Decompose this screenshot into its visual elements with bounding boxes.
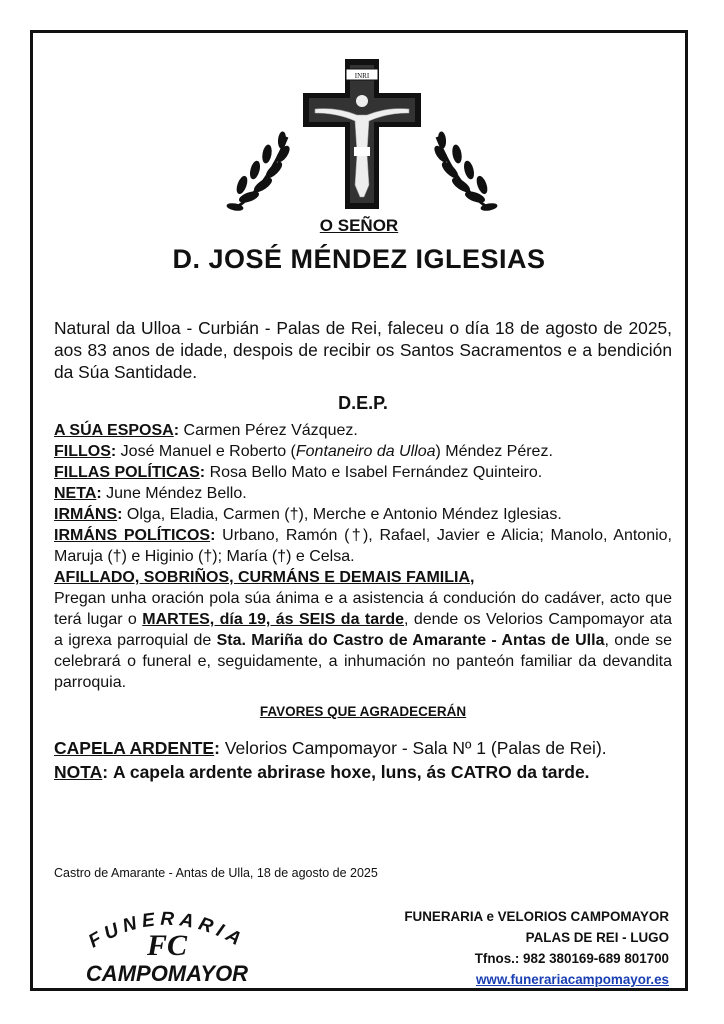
nota-line: NOTA: A capela ardente abrirase hoxe, luns, ás CATRO da tarde.	[54, 762, 590, 782]
request-when: MARTES, día 19, ás SEIS da tarde	[142, 611, 404, 628]
neta-label: NETA	[54, 485, 97, 502]
capela-value: Velorios Campomayor - Sala Nº 1 (Palas de Rei).	[224, 738, 607, 758]
obituary-frame	[30, 30, 688, 991]
family-fillas: FILLAS POLÍTICAS: Rosa Bello Mato e Isabel Fernández Quinteiro.	[54, 464, 543, 481]
irmans-pol-label: IRMÁNS POLÍTICOS	[54, 527, 211, 544]
company-location: PALAS DE REI - LUGO	[525, 930, 669, 945]
esposa-label: A SÚA ESPOSA	[54, 422, 174, 439]
family-fillos: FILLOS: José Manuel e Roberto (Fontaneiro da Ulloa) Méndez Pérez.	[54, 443, 553, 460]
dep-text: D.E.P.	[338, 393, 388, 413]
neta-value: June Méndez Bello.	[106, 485, 247, 502]
crucifix-icon	[197, 57, 527, 227]
fillas-label: FILLAS POLÍTICAS	[54, 464, 200, 481]
request-church: Sta. Mariña do Castro de Amarante - Antas de Ulla	[216, 632, 605, 649]
nota-label: NOTA	[54, 762, 103, 782]
company-phones: Tfnos.: 982 380169-689 801700	[474, 951, 669, 966]
afillado-label: AFILLADO, SOBRIÑOS, CURMÁNS E DEMAIS FAMILIA	[54, 569, 470, 586]
deceased-name: D. JOSÉ MÉNDEZ IGLESIAS	[172, 244, 546, 274]
logo-monogram: FC	[146, 929, 188, 962]
request-part1: Pregan unha oración pola súa ánima e a asistencia á condución do cadáver, acto que terá lugar o	[54, 590, 672, 628]
fillas-value: Rosa Bello Mato e Isabel Fernández Quinteiro.	[209, 464, 543, 481]
logo-name: CAMPOMAYOR	[85, 961, 249, 985]
family-irmans-politicos: IRMÁNS POLÍTICOS: Urbano, Ramón (†), Rafael, Javier e Alicia; Manolo, Antonio, Maruja (†) e Higinio (†); María (†) e Celsa.	[54, 527, 672, 565]
fillos-value-italic: Fontaneiro da Ulloa	[295, 443, 436, 460]
irmans-label: IRMÁNS	[54, 506, 118, 523]
irmans-value: Olga, Eladia, Carmen (†), Merche e Antonio Méndez Iglesias.	[126, 506, 562, 523]
right-laurel-icon	[433, 132, 498, 212]
family-afillado: AFILLADO, SOBRIÑOS, CURMÁNS E DEMAIS FAMILIA,	[54, 569, 475, 586]
title-small: O SEÑOR	[319, 216, 399, 235]
intro-paragraph: Natural da Ulloa - Curbián - Palas de Rei, faleceu o día 18 de agosto de 2025, aos 83 anos de idade, despois de recibir os Santos Sacramentos e a bendición da Súa Santidade.	[54, 318, 672, 382]
request-paragraph	[54, 588, 672, 693]
logo-arc-text: FUNERARIA	[85, 908, 249, 953]
heading-block	[33, 216, 685, 275]
esposa-value: Carmen Pérez Vázquez.	[183, 422, 358, 439]
obituary-body	[54, 317, 672, 784]
left-laurel-icon	[227, 132, 292, 212]
family-neta: NETA: June Méndez Bello.	[54, 485, 247, 502]
request-part3: , onde se celebrará o funeral e, seguidamente, a inhumación no panteón familiar da devandita parroquia.	[54, 632, 673, 691]
svg-text:INRI: INRI	[354, 72, 370, 80]
capela-label: CAPELA ARDENTE	[54, 738, 215, 758]
place-date: Castro de Amarante - Antas de Ulla, 18 de agosto de 2025	[54, 866, 378, 880]
favores-text: FAVORES QUE AGRADECERÁN	[259, 704, 467, 719]
crucifix-emblem	[33, 57, 691, 227]
irmans-pol-value: Urbano, Ramón (†), Rafael, Javier e Alicia; Manolo, Antonio, Maruja (†) e Higinio (†); María (†) e Celsa.	[54, 527, 672, 565]
family-irmans: IRMÁNS: Olga, Eladia, Carmen (†), Merche e Antonio Méndez Iglesias.	[54, 506, 562, 523]
request-part2: , dende os Velorios Campomayor ata a igrexa parroquial de	[54, 611, 672, 649]
funeraria-logo-icon	[57, 895, 277, 985]
funeraria-logo	[57, 895, 277, 985]
fillos-value-a: José Manuel e Roberto (	[120, 443, 296, 460]
cross-icon	[303, 59, 421, 209]
company-name: FUNERARIA e VELORIOS CAMPOMAYOR	[404, 909, 669, 924]
fillos-value-b: ) Méndez Pérez.	[435, 443, 553, 460]
nota-value: A capela ardente abrirase hoxe, luns, ás CATRO da tarde.	[112, 762, 590, 782]
contact-block	[404, 906, 669, 990]
fillos-label: FILLOS	[54, 443, 111, 460]
capela-line: CAPELA ARDENTE: Velorios Campomayor - Sala Nº 1 (Palas de Rei).	[54, 738, 607, 758]
family-esposa: A SÚA ESPOSA: Carmen Pérez Vázquez.	[54, 422, 358, 439]
company-website-link[interactable]: www.funerariacampomayor.es	[476, 972, 669, 987]
